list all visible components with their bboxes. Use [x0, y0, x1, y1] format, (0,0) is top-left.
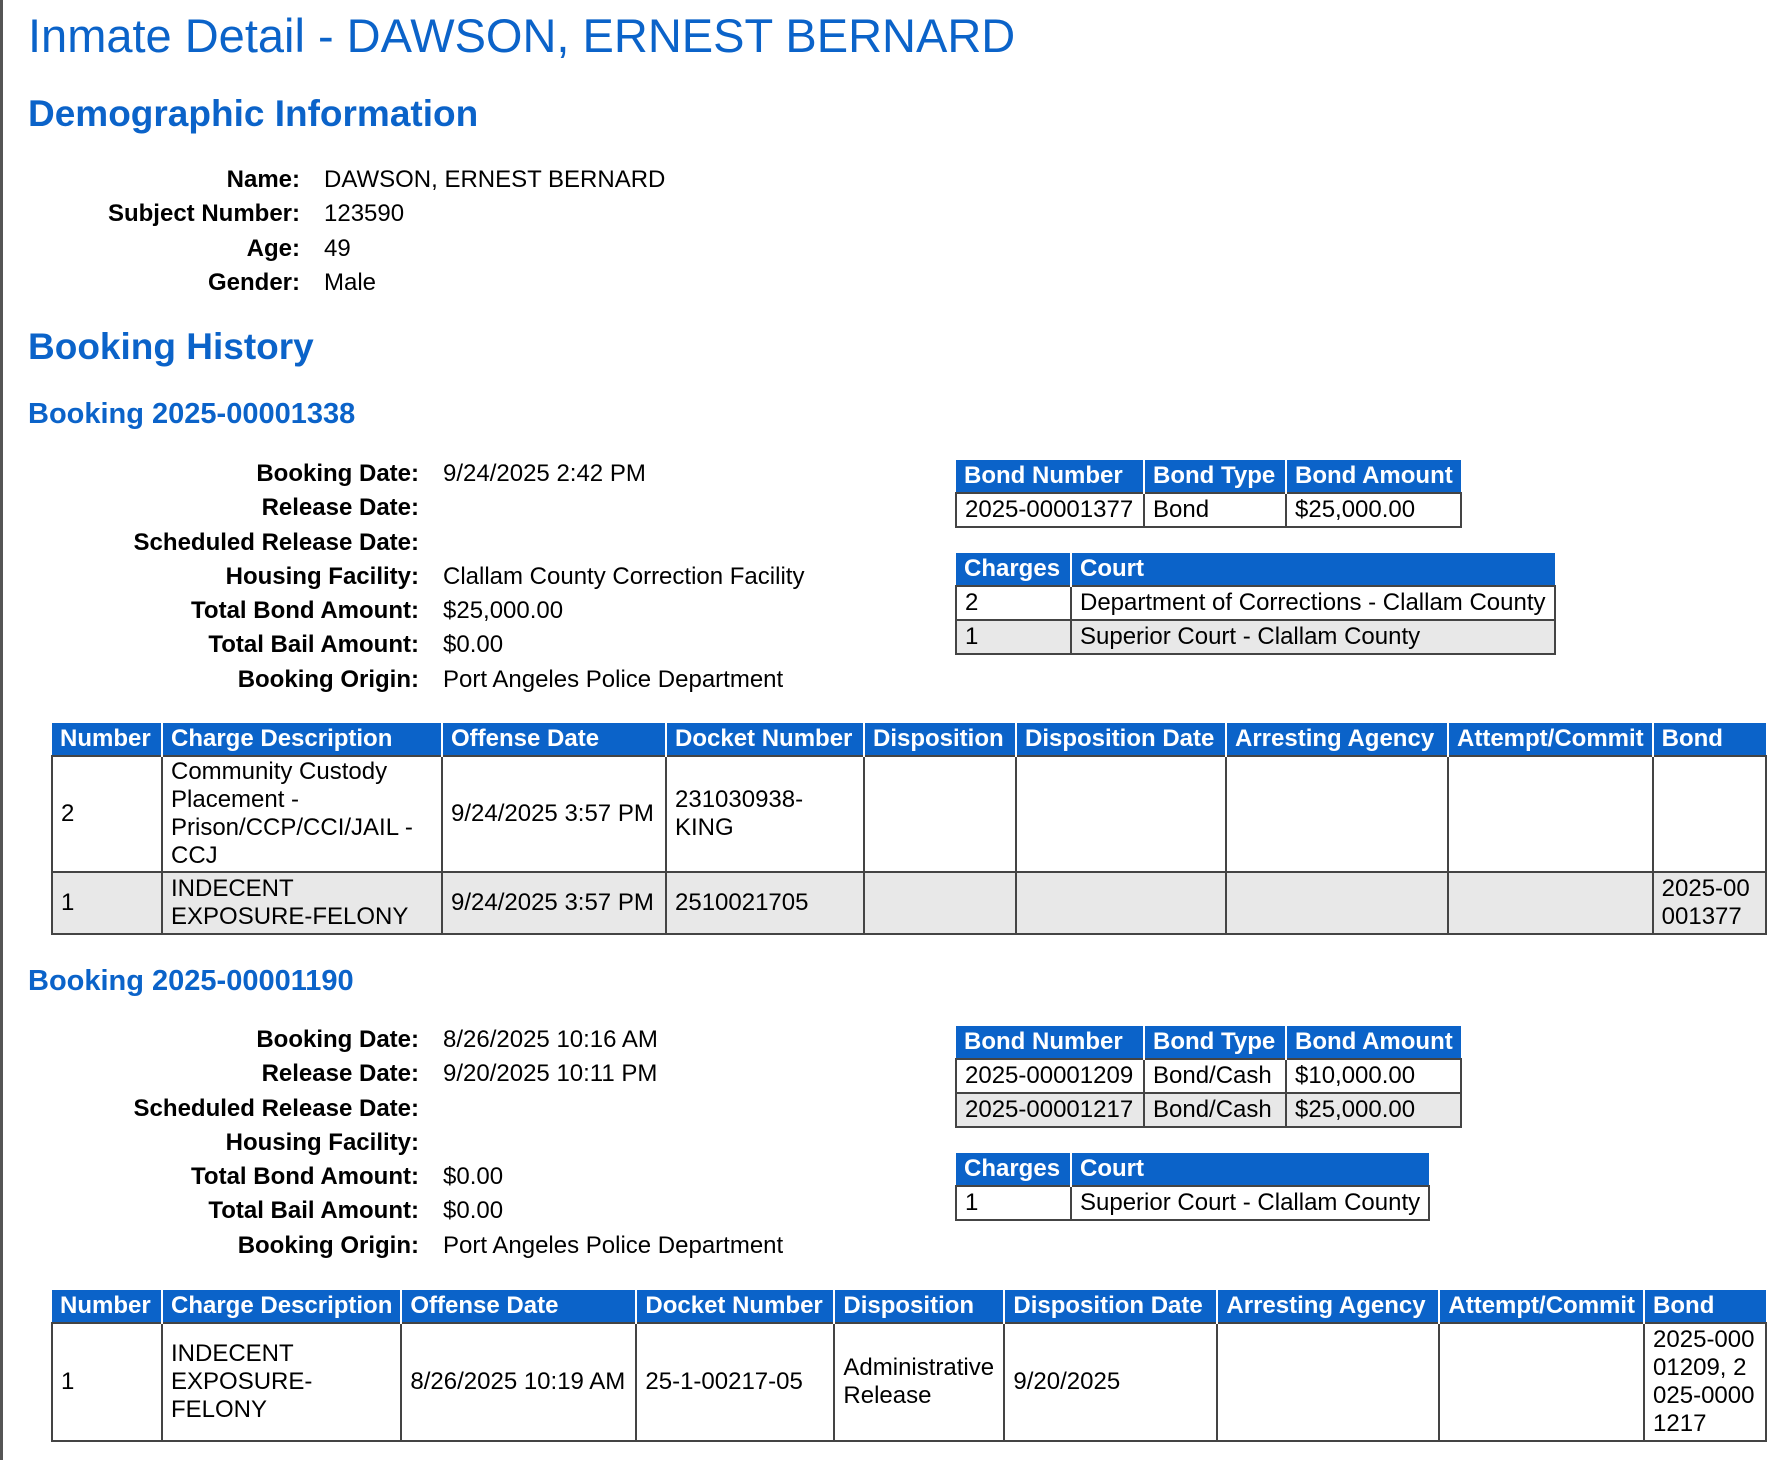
charges-table — [51, 723, 1767, 935]
total-bond-amount-value: $0.00 — [443, 1163, 504, 1191]
booking-origin-value: Port Angeles Police Department — [443, 1231, 784, 1259]
booking-heading: Booking 2025-00001338 — [28, 398, 356, 430]
booking-fields — [28, 457, 804, 697]
bond-number-cell: 2025-00001209 — [956, 1059, 1144, 1093]
bond-number-cell: 2025-00001377 — [956, 493, 1144, 527]
disposition-date-cell — [1016, 756, 1226, 872]
charge-number-cell: 1 — [52, 872, 162, 934]
bond-cell: 2025-00001377 — [1653, 872, 1766, 934]
bond-amount-cell: $10,000.00 — [1286, 1059, 1461, 1093]
bond-header: Bond — [1653, 723, 1766, 756]
charge-description-header: Charge Description — [162, 1290, 401, 1323]
page-title: Inmate Detail - DAWSON, ERNEST BERNARD — [28, 9, 1016, 62]
court-table — [955, 553, 1556, 655]
offense-date-cell: 9/24/2025 3:57 PM — [442, 872, 666, 934]
court-cell: Superior Court - Clallam County — [1071, 1186, 1429, 1220]
age-value: 49 — [324, 234, 351, 262]
court-header: Court — [1071, 553, 1555, 586]
demographics-heading: Demographic Information — [28, 93, 479, 134]
court-table — [955, 1153, 1430, 1221]
booking-date-value: 9/24/2025 2:42 PM — [443, 460, 646, 487]
arresting-agency-cell — [1226, 872, 1448, 934]
charges-table — [51, 1290, 1767, 1442]
housing-facility-label: Housing Facility: — [225, 1128, 419, 1156]
bond-cell: 2025-00001209, 2025-00001217 — [1644, 1323, 1766, 1441]
charges-header: Charges — [956, 1153, 1071, 1186]
demographics-fields — [28, 163, 665, 300]
court-cell: Department of Corrections - Clallam County — [1071, 586, 1555, 620]
subject-number-value: 123590 — [324, 200, 405, 228]
name-label: Name: — [226, 166, 300, 193]
offense-date-header: Offense Date — [401, 1290, 636, 1323]
booking-history-heading: Booking History — [28, 326, 314, 367]
charges-count-cell: 1 — [956, 1186, 1071, 1220]
charge-description-header: Charge Description — [162, 723, 442, 756]
bond-type-cell: Bond/Cash — [1144, 1059, 1286, 1093]
booking-heading: Booking 2025-00001190 — [28, 965, 354, 997]
disposition-date-header: Disposition Date — [1016, 723, 1226, 756]
disposition-date-header: Disposition Date — [1004, 1290, 1217, 1323]
attempt-commit-cell — [1439, 1323, 1644, 1441]
disposition-cell — [864, 756, 1016, 872]
arresting-agency-cell — [1226, 756, 1448, 872]
disposition-header: Disposition — [834, 1290, 1004, 1323]
bond-type-cell: Bond/Cash — [1144, 1093, 1286, 1127]
number-header: Number — [52, 1290, 162, 1323]
booking-date-label: Booking Date: — [256, 460, 419, 487]
bond-number-header: Bond Number — [956, 460, 1144, 493]
total-bail-amount-value: $0.00 — [443, 1197, 504, 1225]
charges-count-cell: 1 — [956, 620, 1071, 654]
table-row — [956, 1186, 1429, 1220]
disposition-cell — [864, 872, 1016, 934]
bond-table — [955, 460, 1462, 528]
charge-description-cell: INDECENT EXPOSURE-FELONY — [162, 872, 442, 934]
table-row — [52, 1323, 1766, 1441]
docket-number-cell: 231030938-KING — [666, 756, 864, 872]
offense-date-cell: 9/24/2025 3:57 PM — [442, 756, 666, 872]
table-row — [52, 872, 1766, 934]
total-bail-amount-label: Total Bail Amount: — [208, 631, 419, 659]
left-border — [0, 0, 3, 1460]
table-row — [956, 586, 1555, 620]
release-date-value: 9/20/2025 10:11 PM — [443, 1060, 658, 1088]
total-bail-amount-label: Total Bail Amount: — [208, 1197, 419, 1225]
name-value: DAWSON, ERNEST BERNARD — [324, 166, 666, 193]
bond-table — [955, 1026, 1462, 1128]
charge-description-cell: Community Custody Placement - Prison/CCP/CCI/JAIL - CCJ — [162, 756, 442, 872]
disposition-header: Disposition — [864, 723, 1016, 756]
total-bond-amount-value: $25,000.00 — [443, 597, 564, 625]
gender-label: Gender: — [207, 268, 300, 296]
docket-number-header: Docket Number — [666, 723, 864, 756]
total-bail-amount-value: $0.00 — [443, 631, 504, 659]
booking-origin-label: Booking Origin: — [237, 665, 419, 693]
arresting-agency-header: Arresting Agency — [1226, 723, 1448, 756]
bond-type-cell: Bond — [1144, 493, 1286, 527]
attempt-commit-cell — [1448, 756, 1653, 872]
scheduled-release-date-label: Scheduled Release Date: — [133, 1094, 419, 1122]
charge-number-cell: 1 — [52, 1323, 162, 1441]
court-header: Court — [1071, 1153, 1429, 1186]
booking-fields — [28, 1023, 783, 1263]
total-bond-amount-label: Total Bond Amount: — [191, 1163, 419, 1191]
disposition-date-cell: 9/20/2025 — [1004, 1323, 1217, 1441]
offense-date-cell: 8/26/2025 10:19 AM — [401, 1323, 636, 1441]
table-row — [956, 493, 1461, 527]
docket-number-cell: 2510021705 — [666, 872, 864, 934]
charge-number-cell: 2 — [52, 756, 162, 872]
offense-date-header: Offense Date — [442, 723, 666, 756]
docket-number-header: Docket Number — [636, 1290, 834, 1323]
number-header: Number — [52, 723, 162, 756]
gender-value: Male — [324, 268, 377, 296]
scheduled-release-date-label: Scheduled Release Date: — [133, 528, 419, 556]
charges-count-cell: 2 — [956, 586, 1071, 620]
bond-type-header: Bond Type — [1144, 460, 1286, 493]
bond-cell — [1653, 756, 1766, 872]
bond-amount-cell: $25,000.00 — [1286, 1093, 1461, 1127]
booking-origin-label: Booking Origin: — [237, 1231, 419, 1259]
table-row — [956, 1093, 1461, 1127]
arresting-agency-cell — [1217, 1323, 1439, 1441]
booking-date-value: 8/26/2025 10:16 AM — [443, 1026, 658, 1053]
bond-amount-header: Bond Amount — [1286, 460, 1461, 493]
age-label: Age: — [246, 234, 300, 262]
subject-number-label: Subject Number: — [107, 200, 300, 228]
charge-description-cell: INDECENT EXPOSURE-FELONY — [162, 1323, 401, 1441]
disposition-cell: Administrative Release — [834, 1323, 1004, 1441]
charges-header: Charges — [956, 553, 1071, 586]
docket-number-cell: 25-1-00217-05 — [636, 1323, 834, 1441]
bond-amount-cell: $25,000.00 — [1286, 493, 1461, 527]
bond-header: Bond — [1644, 1290, 1766, 1323]
court-cell: Superior Court - Clallam County — [1071, 620, 1555, 654]
housing-facility-label: Housing Facility: — [225, 562, 419, 590]
arresting-agency-header: Arresting Agency — [1217, 1290, 1439, 1323]
housing-facility-value: Clallam County Correction Facility — [443, 562, 805, 590]
bond-amount-header: Bond Amount — [1286, 1026, 1461, 1059]
attempt-commit-cell — [1448, 872, 1653, 934]
total-bond-amount-label: Total Bond Amount: — [191, 597, 419, 625]
bond-type-header: Bond Type — [1144, 1026, 1286, 1059]
booking-origin-value: Port Angeles Police Department — [443, 665, 784, 693]
table-row — [52, 756, 1766, 872]
attempt-commit-header: Attempt/Commit — [1439, 1290, 1644, 1323]
booking-date-label: Booking Date: — [256, 1026, 419, 1053]
attempt-commit-header: Attempt/Commit — [1448, 723, 1653, 756]
table-row — [956, 1059, 1461, 1093]
release-date-label: Release Date: — [261, 1060, 419, 1088]
bond-number-cell: 2025-00001217 — [956, 1093, 1144, 1127]
table-row — [956, 620, 1555, 654]
bond-number-header: Bond Number — [956, 1026, 1144, 1059]
release-date-label: Release Date: — [261, 494, 419, 522]
disposition-date-cell — [1016, 872, 1226, 934]
